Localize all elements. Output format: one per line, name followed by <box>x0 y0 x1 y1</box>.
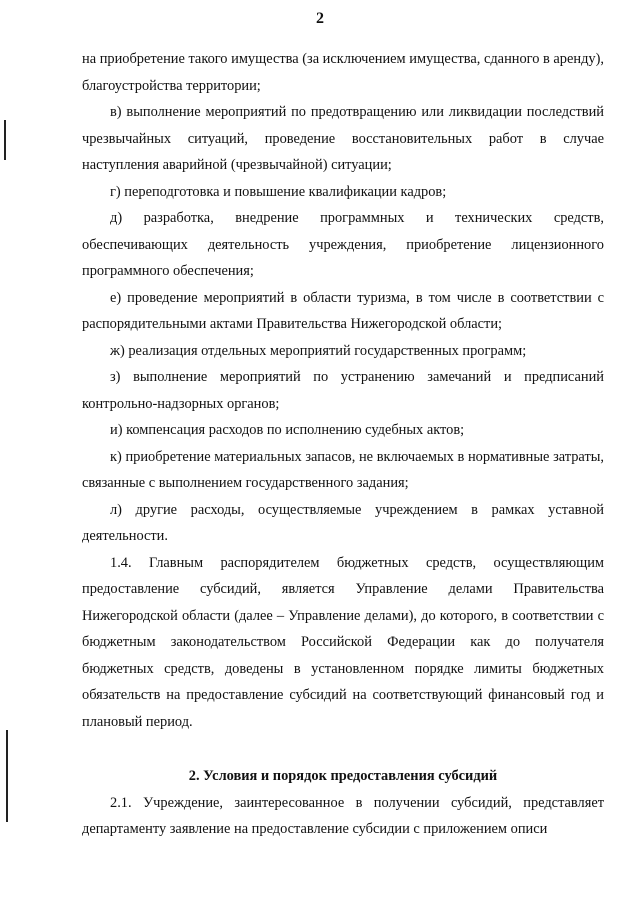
document-body <box>82 46 604 843</box>
paragraph: к) приобретение материальных запасов, не включаемых в нормативные затраты, связанные с выполнением государственного задания; <box>82 448 604 491</box>
scan-margin-mark <box>4 120 6 160</box>
paragraph: з) выполнение мероприятий по устранению замечаний и предписаний контрольно-надзорных органов; <box>82 369 604 412</box>
paragraph: л) другие расходы, осуществляемые учреждением в рамках уставной деятельности. <box>82 501 604 544</box>
paragraph: д) разработка, внедрение программных и технических средств, обеспечивающих деятельность учреждения, приобретение лицензионного программного обеспечения; <box>82 210 604 279</box>
section-heading: 2. Условия и порядок предоставления субсидий <box>188 768 498 784</box>
paragraph: 1.4. Главным распорядителем бюджетных средств, осуществляющим предоставление субсидий, является Управление делами Правительства Нижегородской области (далее – Управление делами), до которого, в соответствии с бюджетным законодательством Российской Федерации как до получателя бюджетных средств, доведены в установленном порядке лимиты бюджетных обязательств на предоставление субсидий на соответствующий финансовый год и плановый период. <box>82 554 604 730</box>
paragraph: на приобретение такого имущества (за исключением имущества, сданного в аренду), благоустройства территории; <box>82 51 604 94</box>
paragraph: е) проведение мероприятий в области туризма, в том числе в соответствии с распорядительными актами Правительства Нижегородской области; <box>82 289 604 332</box>
paragraph: г) переподготовка и повышение квалификации кадров; <box>110 183 447 200</box>
paragraph: в) выполнение мероприятий по предотвращению или ликвидации последствий чрезвычайных ситуаций, проведение восстановительных работ в случае наступления аварийной (чрезвычайной) ситуации; <box>82 104 604 173</box>
paragraph: и) компенсация расходов по исполнению судебных актов; <box>110 422 465 438</box>
paragraph: ж) реализация отдельных мероприятий государственных программ; <box>110 342 527 359</box>
paragraph: 2.1. Учреждение, заинтересованное в получении субсидий, представляет департаменту заявление на предоставление субсидии с приложением описи <box>82 794 604 837</box>
scan-margin-mark <box>6 730 8 822</box>
page-number: 2 <box>316 10 324 27</box>
